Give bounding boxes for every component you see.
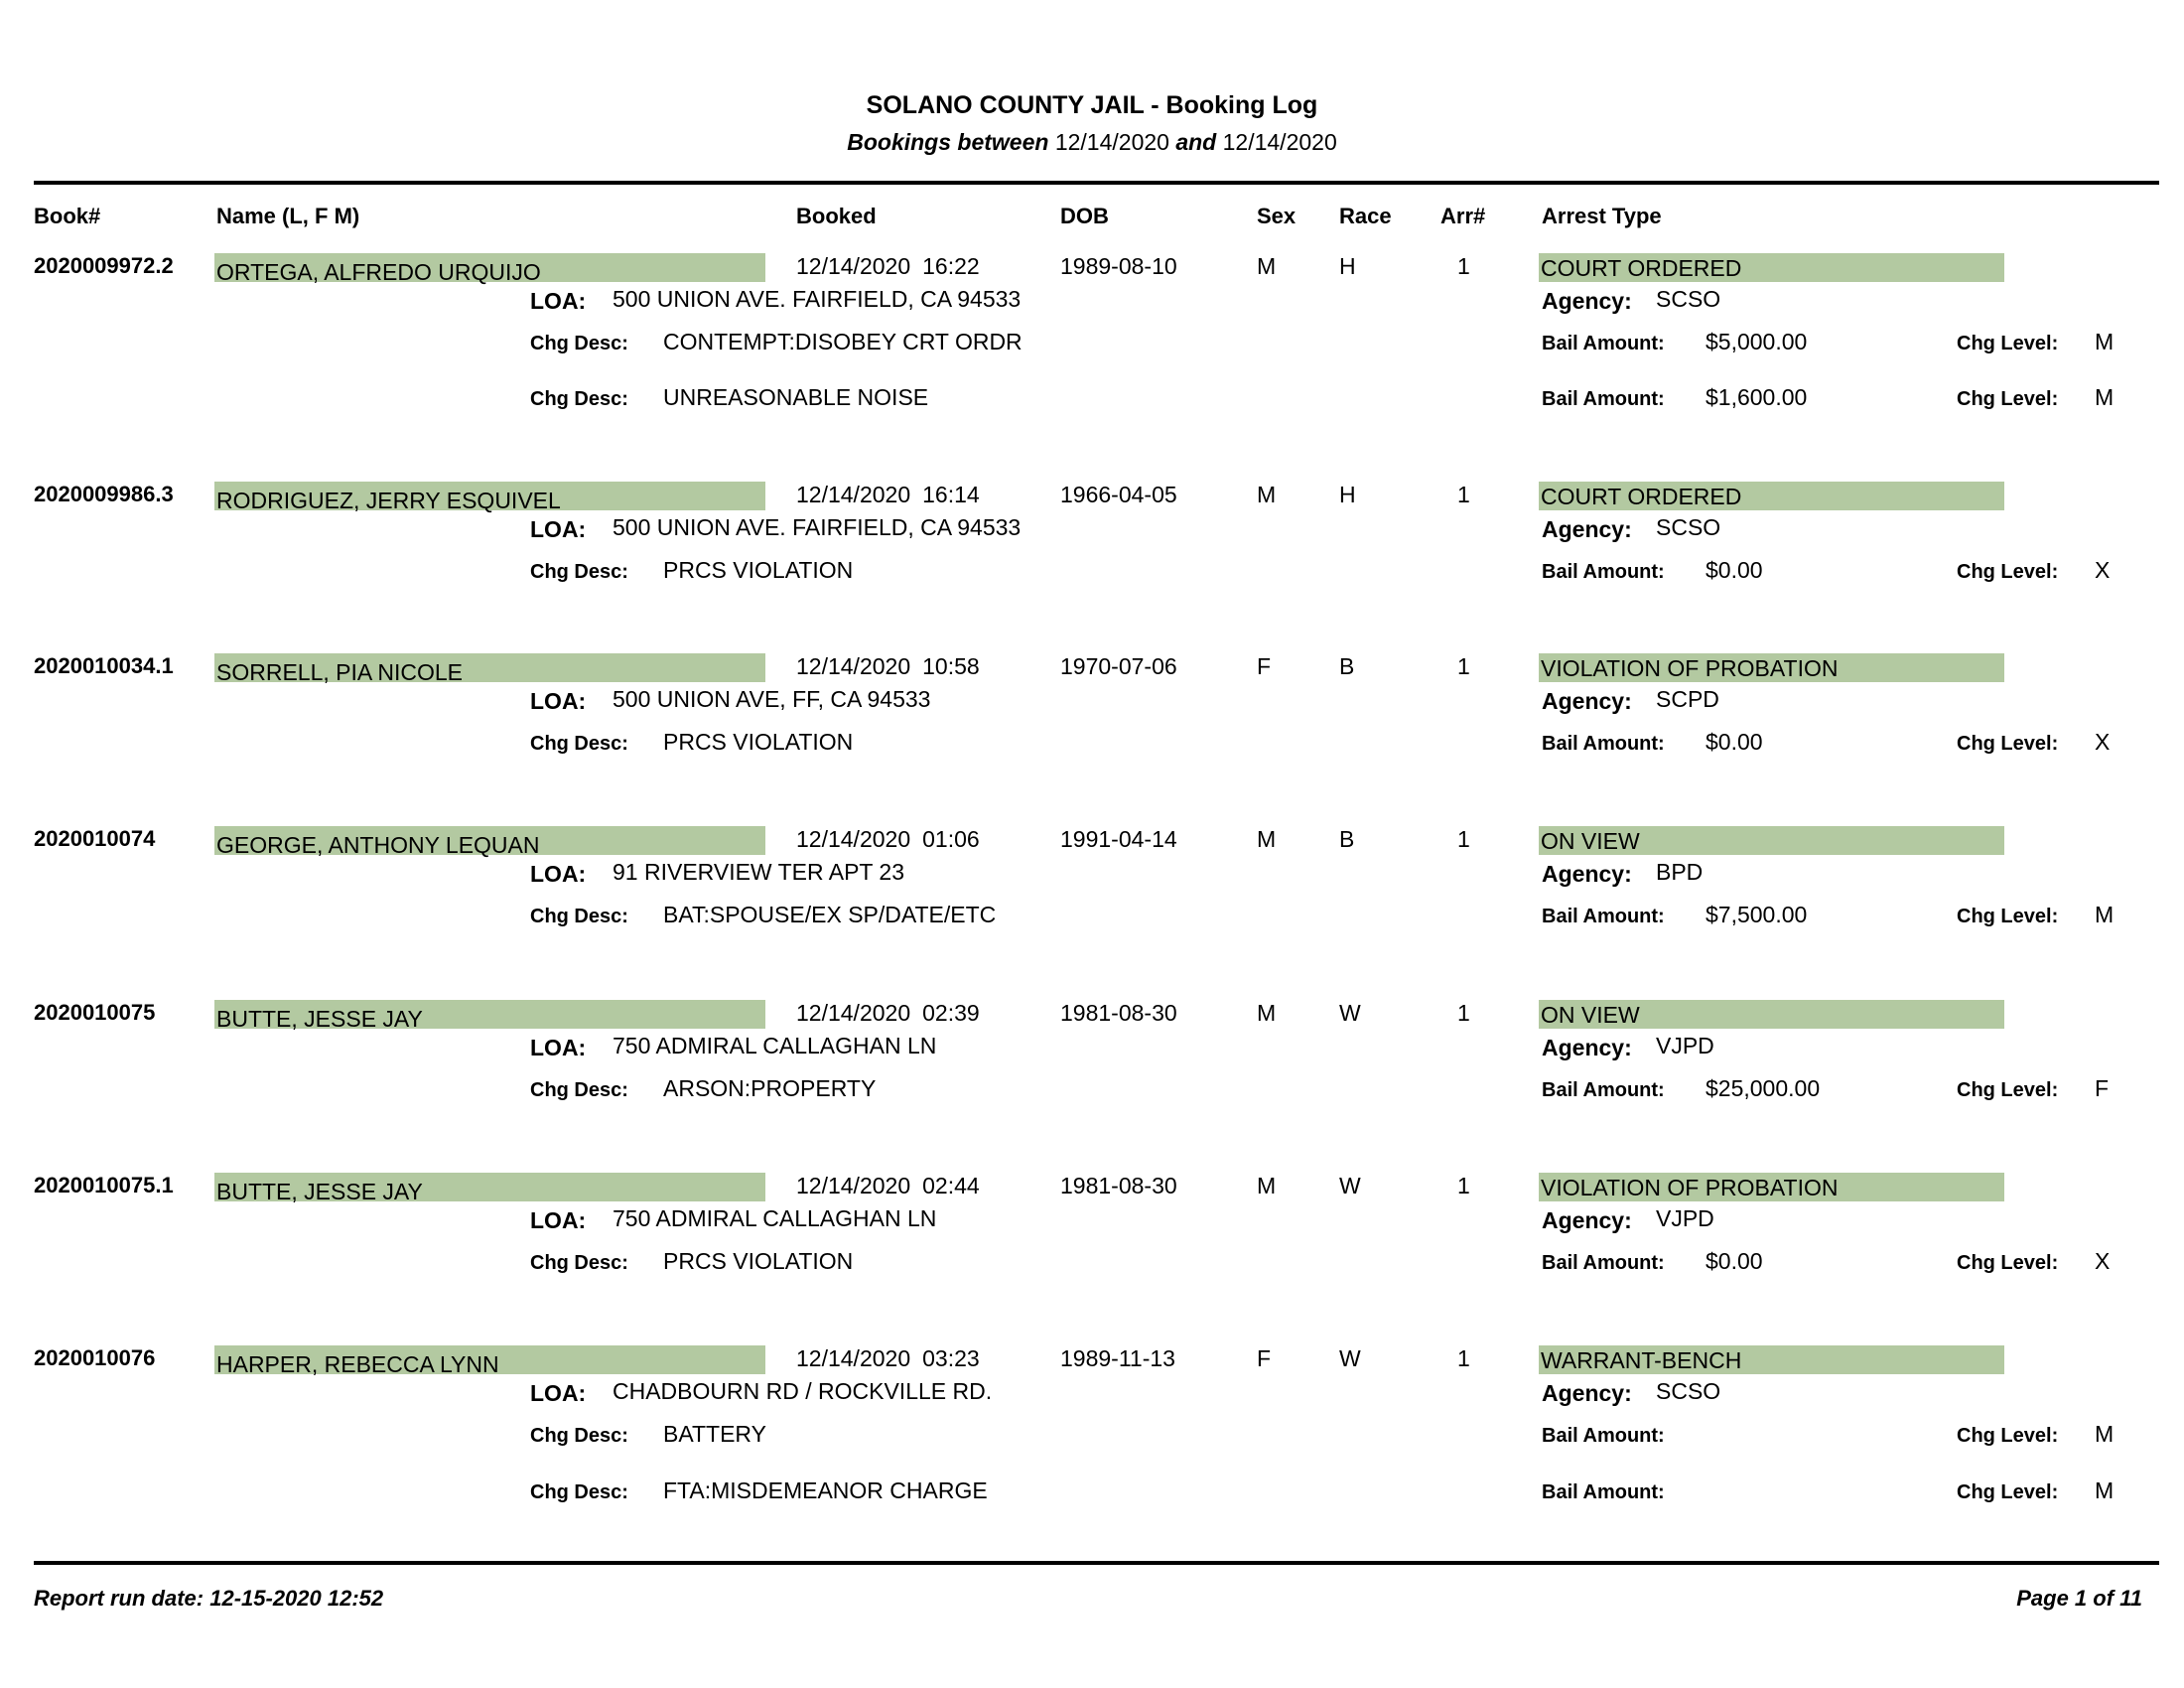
booked-date: 12/14/2020	[796, 1000, 911, 1026]
bail-amount-value: $0.00	[1706, 729, 1763, 755]
header-divider	[34, 181, 2159, 185]
charge-level-label: Chg Level:	[1957, 561, 2059, 583]
date-of-birth: 1981-08-30	[1060, 1000, 1177, 1026]
inmate-name: BUTTE, JESSE JAY	[214, 1000, 765, 1029]
inmate-name: ORTEGA, ALFREDO URQUIJO	[214, 253, 765, 282]
agency-value: VJPD	[1656, 1205, 1714, 1231]
race: B	[1339, 826, 1355, 852]
date-of-birth: 1966-04-05	[1060, 482, 1177, 507]
sex: M	[1257, 482, 1277, 507]
col-header-book: Book#	[34, 204, 101, 228]
arrest-type: WARRANT-BENCH	[1539, 1345, 2004, 1374]
col-header-race: Race	[1339, 204, 1392, 228]
charge-level-value: M	[2095, 1421, 2115, 1447]
bail-amount-value: $1,600.00	[1706, 384, 1808, 410]
bail-amount-label: Bail Amount:	[1542, 906, 1665, 927]
charge-desc-label: Chg Desc:	[530, 906, 628, 927]
charge-level-label: Chg Level:	[1957, 388, 2059, 410]
booked-datetime	[796, 253, 980, 280]
booked-time: 01:06	[922, 826, 980, 852]
loa-value: 500 UNION AVE, FF, CA 94533	[613, 686, 931, 712]
report-title: SOLANO COUNTY JAIL - Booking Log	[866, 91, 1318, 119]
sex: M	[1257, 1000, 1277, 1026]
booked-datetime	[796, 1000, 980, 1027]
agency-value: SCPD	[1656, 686, 1719, 712]
booked-datetime	[796, 653, 980, 680]
col-header-arrest-type: Arrest Type	[1542, 204, 1662, 228]
booked-time: 03:23	[922, 1345, 980, 1371]
booked-datetime	[796, 1173, 980, 1199]
charge-desc-label: Chg Desc:	[530, 1252, 628, 1274]
date-to: 12/14/2020	[1222, 129, 1337, 155]
charge-level-label: Chg Level:	[1957, 333, 2059, 354]
loa-label: LOA:	[530, 688, 587, 714]
book-number: 2020010034.1	[34, 653, 174, 678]
page-number: Page 1 of 11	[2016, 1586, 2142, 1611]
charge-desc-label: Chg Desc:	[530, 733, 628, 755]
subtitle-prefix: Bookings between	[847, 129, 1049, 155]
agency-value: SCSO	[1656, 514, 1721, 540]
charge-desc-value: PRCS VIOLATION	[663, 729, 854, 755]
date-of-birth: 1989-08-10	[1060, 253, 1177, 279]
booked-time: 16:22	[922, 253, 980, 279]
bail-amount-value: $0.00	[1706, 1248, 1763, 1274]
charge-row	[0, 329, 2184, 368]
bail-amount-value: $0.00	[1706, 557, 1763, 583]
race: H	[1339, 482, 1356, 507]
bail-amount-label: Bail Amount:	[1542, 333, 1665, 354]
charge-desc-label: Chg Desc:	[530, 561, 628, 583]
charge-desc-label: Chg Desc:	[530, 1079, 628, 1101]
arrest-type: COURT ORDERED	[1539, 253, 2004, 282]
loa-value: 500 UNION AVE. FAIRFIELD, CA 94533	[613, 286, 1022, 312]
book-number: 2020010075	[34, 1000, 156, 1025]
charge-desc-label: Chg Desc:	[530, 1425, 628, 1447]
bail-amount-label: Bail Amount:	[1542, 1079, 1665, 1101]
bail-amount-value: $25,000.00	[1706, 1075, 1821, 1101]
loa-value: CHADBOURN RD / ROCKVILLE RD.	[613, 1378, 993, 1404]
book-number: 2020009972.2	[34, 253, 174, 278]
inmate-name: HARPER, REBECCA LYNN	[214, 1345, 765, 1374]
charge-row	[0, 729, 2184, 769]
arrest-number: 1	[1457, 1000, 1470, 1026]
loa-value: 750 ADMIRAL CALLAGHAN LN	[613, 1205, 937, 1231]
booked-time: 10:58	[922, 653, 980, 679]
arrest-number: 1	[1457, 482, 1470, 507]
charge-level-value: X	[2095, 1248, 2111, 1274]
charge-level-label: Chg Level:	[1957, 733, 2059, 755]
charge-desc-value: BATTERY	[663, 1421, 766, 1447]
charge-desc-value: FTA:MISDEMEANOR CHARGE	[663, 1477, 988, 1503]
charge-level-label: Chg Level:	[1957, 1425, 2059, 1447]
bail-amount-label: Bail Amount:	[1542, 388, 1665, 410]
arrest-type: VIOLATION OF PROBATION	[1539, 1173, 2004, 1201]
agency-label: Agency:	[1542, 861, 1632, 887]
date-of-birth: 1981-08-30	[1060, 1173, 1177, 1198]
charge-level-label: Chg Level:	[1957, 1481, 2059, 1503]
agency-value: SCSO	[1656, 286, 1721, 312]
arrest-number: 1	[1457, 1173, 1470, 1198]
charge-desc-label: Chg Desc:	[530, 388, 628, 410]
booked-datetime	[796, 826, 980, 853]
loa-label: LOA:	[530, 1035, 587, 1060]
race: B	[1339, 653, 1355, 679]
charge-level-label: Chg Level:	[1957, 1079, 2059, 1101]
charge-level-value: M	[2095, 1477, 2115, 1503]
charge-desc-value: PRCS VIOLATION	[663, 1248, 854, 1274]
booked-date: 12/14/2020	[796, 482, 911, 507]
booked-date: 12/14/2020	[796, 1173, 911, 1198]
col-header-dob: DOB	[1060, 204, 1109, 228]
col-header-name: Name (L, F M)	[216, 204, 360, 228]
charge-row	[0, 902, 2184, 941]
charge-level-label: Chg Level:	[1957, 1252, 2059, 1274]
charge-row	[0, 1248, 2184, 1288]
charge-level-value: M	[2095, 329, 2115, 354]
booked-datetime	[796, 482, 980, 508]
charge-level-value: X	[2095, 729, 2111, 755]
race: W	[1339, 1345, 1361, 1371]
charge-desc-value: BAT:SPOUSE/EX SP/DATE/ETC	[663, 902, 997, 927]
loa-label: LOA:	[530, 1380, 587, 1406]
bail-amount-label: Bail Amount:	[1542, 561, 1665, 583]
agency-value: SCSO	[1656, 1378, 1721, 1404]
charge-row	[0, 1421, 2184, 1461]
date-of-birth: 1989-11-13	[1060, 1345, 1175, 1371]
bail-amount-label: Bail Amount:	[1542, 733, 1665, 755]
bail-amount-label: Bail Amount:	[1542, 1481, 1665, 1503]
bail-amount-label: Bail Amount:	[1542, 1425, 1665, 1447]
charge-level-label: Chg Level:	[1957, 906, 2059, 927]
race: W	[1339, 1173, 1361, 1198]
booked-time: 02:44	[922, 1173, 980, 1198]
charge-row	[0, 557, 2184, 597]
agency-value: BPD	[1656, 859, 1704, 885]
agency-label: Agency:	[1542, 1207, 1632, 1233]
bail-amount-value: $7,500.00	[1706, 902, 1808, 927]
booked-date: 12/14/2020	[796, 1345, 911, 1371]
sex: F	[1257, 1345, 1272, 1371]
inmate-name: RODRIGUEZ, JERRY ESQUIVEL	[214, 482, 765, 510]
agency-label: Agency:	[1542, 288, 1632, 314]
col-header-arr: Arr#	[1440, 204, 1486, 228]
charge-desc-label: Chg Desc:	[530, 1481, 628, 1503]
col-header-booked: Booked	[796, 204, 877, 228]
charge-row	[0, 1477, 2184, 1517]
agency-label: Agency:	[1542, 1380, 1632, 1406]
agency-label: Agency:	[1542, 688, 1632, 714]
booked-time: 16:14	[922, 482, 980, 507]
arrest-number: 1	[1457, 1345, 1470, 1371]
agency-value: VJPD	[1656, 1033, 1714, 1058]
sex: M	[1257, 253, 1277, 279]
inmate-name: BUTTE, JESSE JAY	[214, 1173, 765, 1201]
booked-date: 12/14/2020	[796, 653, 911, 679]
loa-label: LOA:	[530, 288, 587, 314]
col-header-sex: Sex	[1257, 204, 1297, 228]
charge-desc-value: PRCS VIOLATION	[663, 557, 854, 583]
book-number: 2020010074	[34, 826, 156, 851]
inmate-name: SORRELL, PIA NICOLE	[214, 653, 765, 682]
arrest-type: VIOLATION OF PROBATION	[1539, 653, 2004, 682]
sex: M	[1257, 1173, 1277, 1198]
sex: M	[1257, 826, 1277, 852]
book-number: 2020010076	[34, 1345, 156, 1370]
arrest-type: ON VIEW	[1539, 826, 2004, 855]
charge-desc-value: CONTEMPT:DISOBEY CRT ORDR	[663, 329, 1023, 354]
charge-level-value: X	[2095, 557, 2111, 583]
arrest-number: 1	[1457, 653, 1470, 679]
agency-label: Agency:	[1542, 1035, 1632, 1060]
arrest-number: 1	[1457, 253, 1470, 279]
charge-level-value: F	[2095, 1075, 2110, 1101]
book-number: 2020009986.3	[34, 482, 174, 506]
book-number: 2020010075.1	[34, 1173, 174, 1197]
booked-datetime	[796, 1345, 980, 1372]
loa-label: LOA:	[530, 1207, 587, 1233]
bail-amount-label: Bail Amount:	[1542, 1252, 1665, 1274]
date-of-birth: 1970-07-06	[1060, 653, 1177, 679]
inmate-name: GEORGE, ANTHONY LEQUAN	[214, 826, 765, 855]
booked-time: 02:39	[922, 1000, 980, 1026]
footer-divider	[34, 1561, 2159, 1565]
arrest-number: 1	[1457, 826, 1470, 852]
charge-level-value: M	[2095, 384, 2115, 410]
charge-desc-label: Chg Desc:	[530, 333, 628, 354]
date-from: 12/14/2020	[1054, 129, 1169, 155]
charge-desc-value: UNREASONABLE NOISE	[663, 384, 929, 410]
charge-row	[0, 384, 2184, 424]
date-of-birth: 1991-04-14	[1060, 826, 1177, 852]
race: H	[1339, 253, 1356, 279]
loa-label: LOA:	[530, 516, 587, 542]
loa-value: 750 ADMIRAL CALLAGHAN LN	[613, 1033, 937, 1058]
subtitle-and: and	[1175, 129, 1217, 155]
report-run-date: Report run date: 12-15-2020 12:52	[34, 1586, 384, 1611]
loa-value: 91 RIVERVIEW TER APT 23	[613, 859, 905, 885]
booked-date: 12/14/2020	[796, 826, 911, 852]
race: W	[1339, 1000, 1361, 1026]
charge-level-value: M	[2095, 902, 2115, 927]
booked-date: 12/14/2020	[796, 253, 911, 279]
charge-desc-value: ARSON:PROPERTY	[663, 1075, 877, 1101]
report-subtitle	[0, 129, 2184, 156]
arrest-type: COURT ORDERED	[1539, 482, 2004, 510]
charge-row	[0, 1075, 2184, 1115]
agency-label: Agency:	[1542, 516, 1632, 542]
arrest-type: ON VIEW	[1539, 1000, 2004, 1029]
bail-amount-value: $5,000.00	[1706, 329, 1808, 354]
loa-value: 500 UNION AVE. FAIRFIELD, CA 94533	[613, 514, 1022, 540]
loa-label: LOA:	[530, 861, 587, 887]
sex: F	[1257, 653, 1272, 679]
